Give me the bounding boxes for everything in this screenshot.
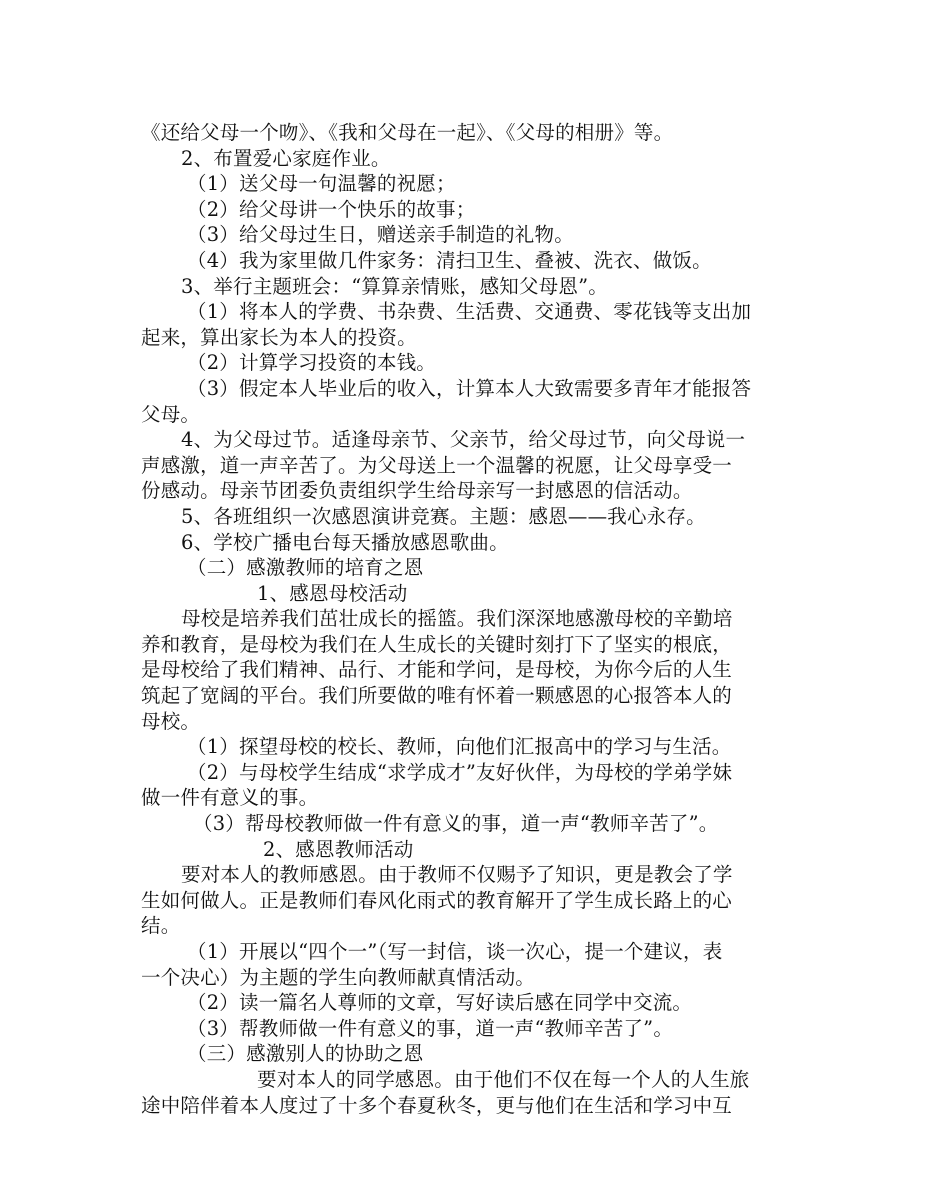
text-line: （3）帮母校教师做一件有意义的事，道一声“教师辛苦了”。	[193, 812, 719, 836]
text-line: （3）假定本人毕业后的收入，计算本人大致需要多青年才能报答	[187, 376, 752, 400]
text-line: （1）送父母一句温馨的祝愿；	[187, 172, 456, 196]
text-line: （3）给父母过生日，赠送亲手制造的礼物。	[187, 223, 574, 247]
text-line: 份感动。母亲节团委负责组织学生给母亲写一封感恩的信活动。	[141, 479, 693, 503]
subsection-heading: 1、感恩母校活动	[257, 581, 408, 605]
text-line: 《还给父母一个吻》、《我和父母在一起》、《父母的相册》等。	[141, 121, 674, 144]
text-line: （1）将本人的学费、书杂费、生活费、交通费、零花钱等支出加	[187, 300, 752, 324]
text-line: 结。	[141, 914, 181, 938]
text-line: 是母校给了我们精神、品行、才能和学问，是母校，为你今后的人生	[141, 658, 733, 682]
text-line: （2）与母校学生结成“求学成才”友好伙伴，为母校的学弟学妹	[187, 760, 733, 784]
text-line: 5、各班组织一次感恩演讲竞赛。主题：感恩——我心永存。	[181, 504, 706, 528]
text-line: 一个决心）为主题的学生向教师献真情活动。	[141, 965, 536, 989]
text-line: 母校是培养我们茁壮成长的摇篮。我们深深地感激母校的辛勤培	[181, 607, 733, 631]
subsection-heading: 2、感恩教师活动	[263, 837, 414, 861]
section-heading: （二）感激教师的培育之恩	[187, 556, 424, 580]
text-line: 4、为父母过节。适逢母亲节、父亲节，给父母过节，向父母说一	[181, 428, 746, 452]
text-line: 父母。	[141, 402, 201, 426]
text-line: （4）我为家里做几件家务：清扫卫生、叠被、洗衣、做饭。	[187, 248, 712, 272]
text-line: 2、布置爱心家庭作业。	[181, 146, 391, 170]
text-line: 母校。	[141, 709, 201, 733]
text-line: （1）开展以“四个一”（写一封信，谈一次心，提一个建议，表	[187, 940, 723, 963]
text-line: 途中陪伴着本人度过了十多个春夏秋冬，更与他们在生活和学习中互	[141, 1093, 733, 1117]
text-line: 做一件有意义的事。	[141, 786, 319, 810]
text-line: 6、学校广播电台每天播放感恩歌曲。	[181, 530, 509, 554]
text-line: 声感激，道一声辛苦了。为父母送上一个温馨的祝愿，让父母享受一	[141, 453, 733, 477]
text-line: （2）读一篇名人尊师的文章，写好读后感在同学中交流。	[187, 991, 693, 1015]
text-line: 生如何做人。正是教师们春风化雨式的教育解开了学生成长路上的心	[141, 888, 733, 912]
text-line: （2）给父母讲一个快乐的故事；	[187, 197, 476, 221]
text-line: （1）探望母校的校长、教师，向他们汇报高中的学习与生活。	[187, 735, 732, 759]
text-line: 3、举行主题班会：“算算亲情账，感知父母恩”。	[181, 274, 608, 298]
text-line: （3）帮教师做一件有意义的事，道一声“教师辛苦了”。	[187, 1016, 674, 1040]
text-line: （2）计算学习投资的本钱。	[187, 351, 437, 375]
text-line: 要对本人的教师感恩。由于教师不仅赐予了知识，更是教会了学	[181, 863, 733, 887]
text-line: 筑起了宽阔的平台。我们所要做的唯有怀着一颗感恩的心报答本人的	[141, 684, 733, 708]
text-line: 起来，算出家长为本人的投资。	[141, 325, 417, 349]
document-body	[141, 120, 813, 1118]
section-heading: （三）感激别人的协助之恩	[187, 1042, 424, 1066]
text-line: 养和教育，是母校为我们在人生成长的关键时刻打下了坚实的根底，	[141, 632, 733, 656]
text-line: 要对本人的同学感恩。由于他们不仅在每一个人的人生旅	[257, 1067, 750, 1091]
